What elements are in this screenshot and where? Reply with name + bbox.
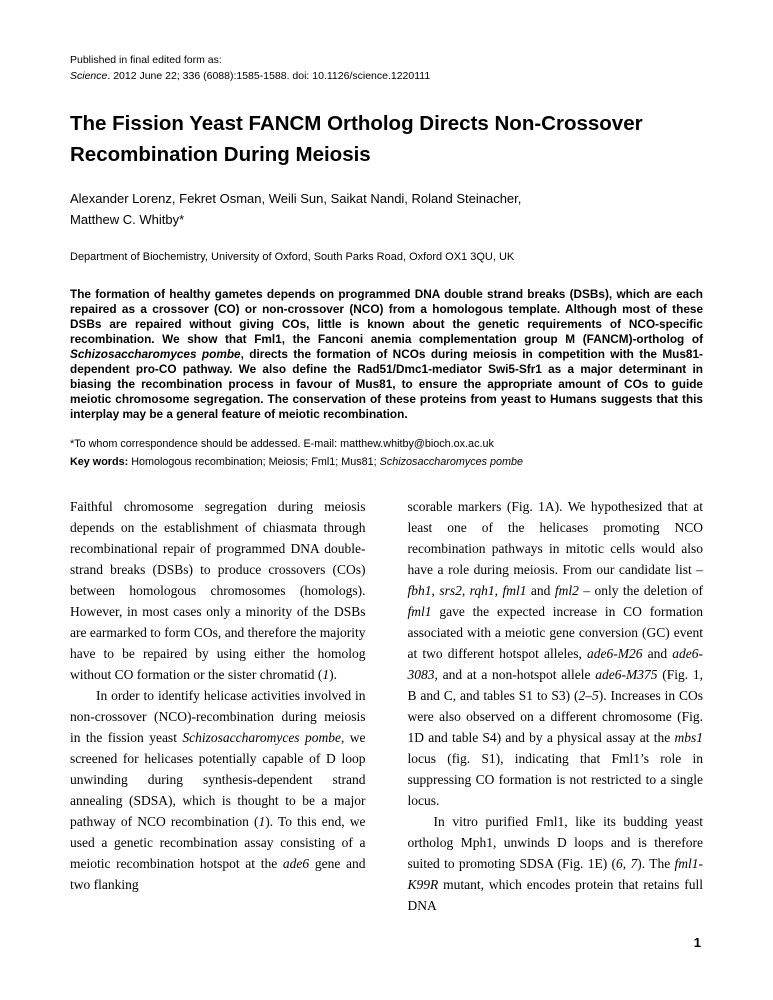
abstract: The formation of healthy gametes depends on programmed DNA double strand breaks (DSBs), which are each repaired as a crossover (CO) or non-crossover (NCO) from a homologous template. Although most of these DSBs are repaired without giving COs, little is known about the genetic requirements of NCO-specific recombination. We show that Fml1, the Fanconi anemia complementation group M (FANCM)-ortholog of Schizosaccharomyces pombe, directs the formation of NCOs during meiosis in competition with the Mus81-dependent pro-CO pathway. We also define the Rad51/Dmc1-mediator Swi5-Sfr1 as a major determinant in biasing the recombination process in favour of Mus81, to ensure the appropriate amount of COs to guide meiotic chromosome segregation. The conservation of these proteins from yeast to Humans suggests that this interplay may be a general feature of meiotic recombination. — [70, 287, 703, 421]
correspondence-note: *To whom correspondence should be addessed. E-mail: matthew.whitby@bioch.ox.ac.uk — [70, 438, 494, 450]
body-paragraph: Faithful chromosome segregation during meiosis depends on the establishment of chiasmata through recombinational repair of programmed DNA double-strand breaks (DSBs) to produce crossovers (COs) between homologous chromosomes (homologs). However, in most cases only a minority of the DSBs are earmarked to form COs, and therefore the majority have to be repaired by using either the homolog without CO formation or the sister chromatid (1). — [70, 499, 366, 682]
page-number: 1 — [693, 935, 701, 950]
authors-line-1: Alexander Lorenz, Fekret Osman, Weili Sun, Saikat Nandi, Roland Steinacher, — [70, 191, 522, 206]
citation-header — [70, 52, 703, 84]
keywords-line: Key words: Homologous recombination; Meiosis; Fml1; Mus81; Schizosaccharomyces pombe — [70, 456, 524, 468]
authors-line-2: Matthew C. Whitby* — [70, 212, 185, 227]
published-line: Published in final edited form as: — [70, 54, 222, 66]
body-paragraph: scorable markers (Fig. 1A). We hypothesized that at least one of the helicases promoting NCO recombination pathways in mitotic cells would also have a role during meiosis. From our candidate list – fbh1, srs2, rqh1, fml1 and fml2 – only the deletion of fml1 gave the expected increase in CO formation associated with a meiotic gene conversion (GC) event at two different hotspot alleles, ade6-M26 and ade6-3083, and at a non-hotspot allele ade6-M375 (Fig. 1, B and C, and tables S1 to S3) (2–5). Increases in COs were also observed on a different chromosome (Fig. 1D and table S4) and by a physical assay at the mbs1 locus (fig. S1), indicating that Fml1’s role in suppressing CO formation is not restricted to a single locus. — [407, 499, 704, 808]
citation-line: Science. 2012 June 22; 336 (6088):1585-1588. doi: 10.1126/science.1220111 — [70, 70, 431, 82]
author-list — [70, 188, 703, 230]
body-paragraph: In vitro purified Fml1, like its budding yeast ortholog Mph1, unwinds D loops and is therefore suited to promoting SDSA (Fig. 1E) (6, 7). The fml1-K99R mutant, which encodes protein that retains full DNA — [407, 814, 704, 913]
affiliation: Department of Biochemistry, University of Oxford, South Parks Road, Oxford OX1 3QU, UK — [70, 251, 515, 263]
paper-title: The Fission Yeast FANCM Ortholog Directs Non-Crossover Recombination During Meiosis — [70, 112, 643, 166]
page-content — [70, 52, 703, 916]
right-column — [408, 496, 704, 916]
body-columns — [70, 496, 703, 916]
body-paragraph: In order to identify helicase activities involved in non-crossover (NCO)-recombination during meiosis in the fission yeast Schizosaccharomyces pombe, we screened for helicases potentially capable of D loop unwinding during synthesis-dependent strand annealing (SDSA), which is thought to be a major pathway of NCO recombination (1). To this end, we used a genetic recombination assay consisting of a meiotic recombination hotspot at the ade6 gene and two flanking — [70, 688, 366, 892]
left-column — [70, 496, 366, 916]
